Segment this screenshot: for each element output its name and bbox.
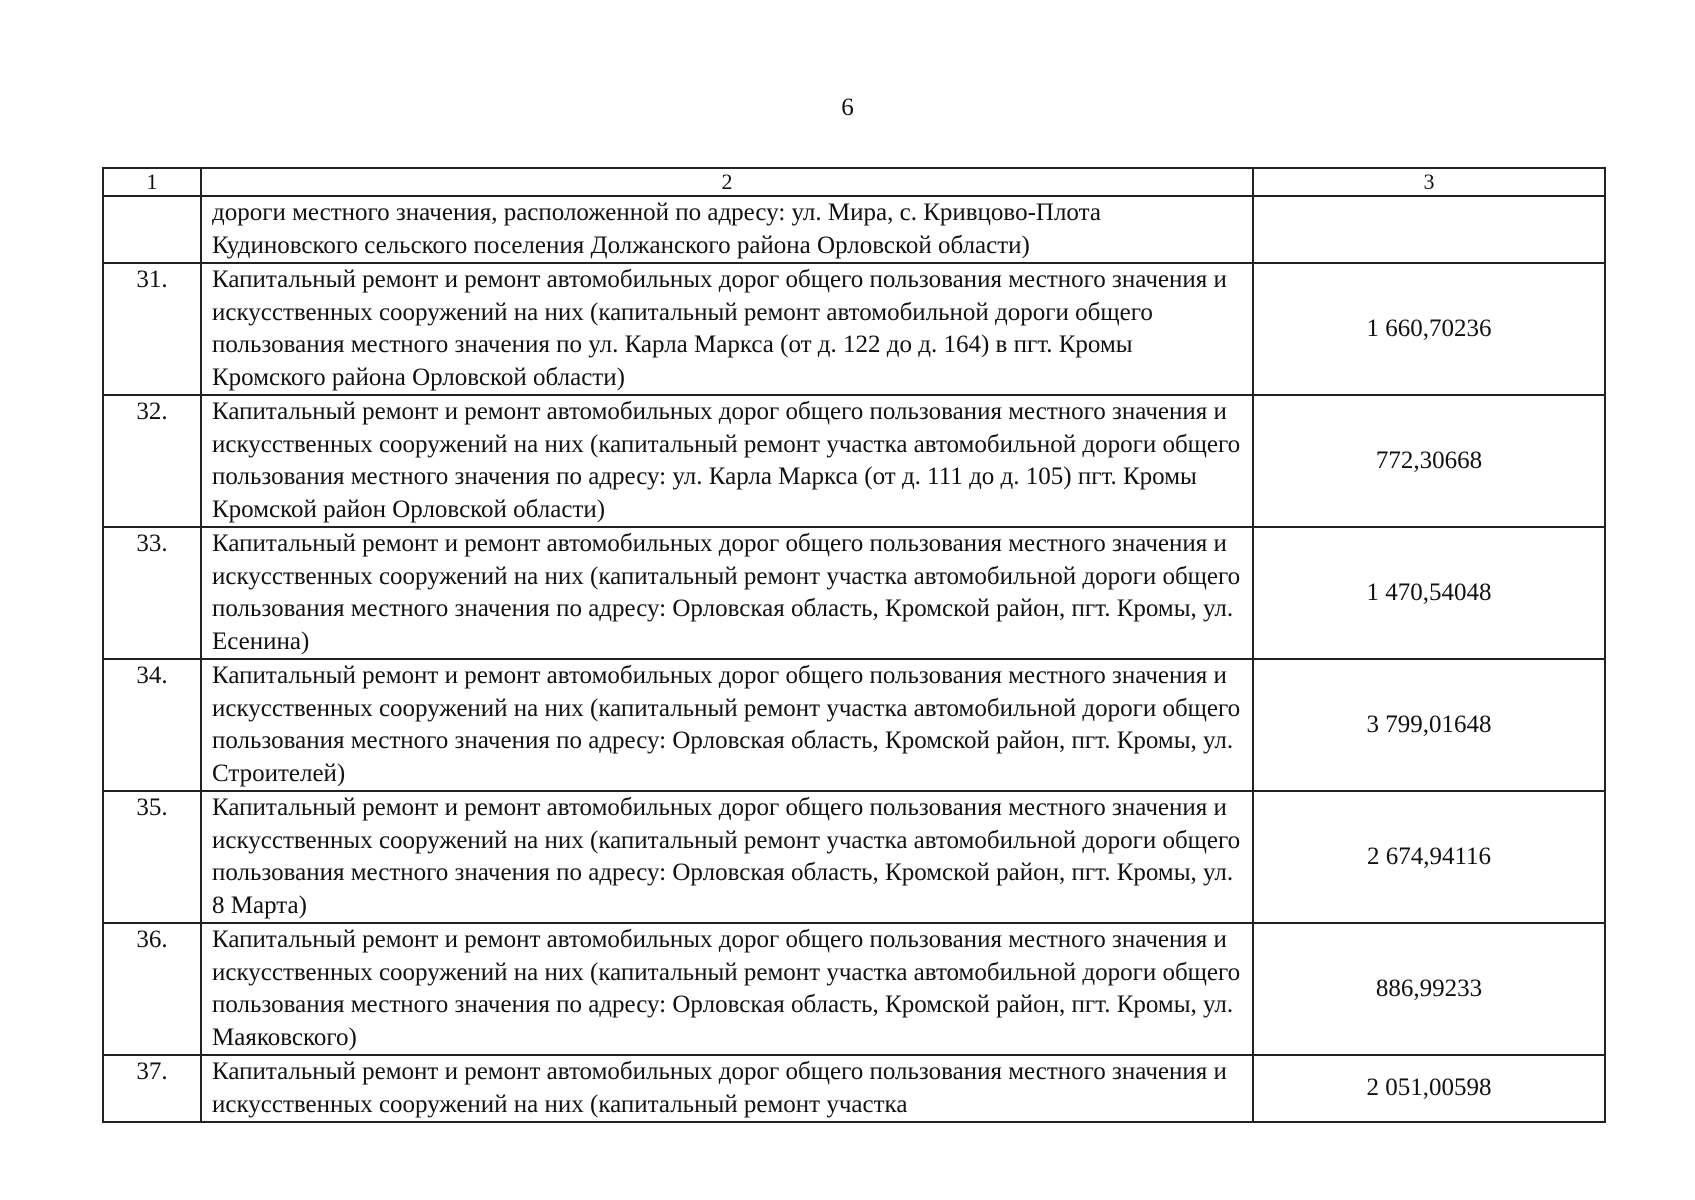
row-description: Капитальный ремонт и ремонт автомобильных дорог общего пользования местного значения и искусственных сооружений на них (капитальный ремонт участка bbox=[201, 1055, 1253, 1122]
table-row bbox=[103, 263, 1605, 395]
row-description: Капитальный ремонт и ремонт автомобильных дорог общего пользования местного значения и искусственных сооружений на них (капитальный ремонт участка автомобильной дороги общего пользования местного значения по адресу: Орловская область, Кромской район, пгт. Кромы, ул. Строителей) bbox=[201, 659, 1253, 791]
table-row bbox=[103, 659, 1605, 791]
column-header-number: 1 bbox=[103, 168, 201, 196]
row-description: Капитальный ремонт и ремонт автомобильных дорог общего пользования местного значения и искусственных сооружений на них (капитальный ремонт участка автомобильной дороги общего пользования местного значения по адресу: ул. Карла Маркса (от д. 111 до д. 105) пгт. Кромы Кромской район Орловской области) bbox=[201, 395, 1253, 527]
row-description: Капитальный ремонт и ремонт автомобильных дорог общего пользования местного значения и искусственных сооружений на них (капитальный ремонт участка автомобильной дороги общего пользования местного значения по адресу: Орловская область, Кромской район, пгт. Кромы, ул. 8 Марта) bbox=[201, 791, 1253, 923]
row-amount: 1 470,54048 bbox=[1253, 527, 1605, 659]
row-number: 32. bbox=[103, 395, 201, 527]
row-amount: 1 660,70236 bbox=[1253, 263, 1605, 395]
row-description: Капитальный ремонт и ремонт автомобильных дорог общего пользования местного значения и искусственных сооружений на них (капитальный ремонт участка автомобильной дороги общего пользования местного значения по адресу: Орловская область, Кромской район, пгт. Кромы, ул. Маяковского) bbox=[201, 923, 1253, 1055]
row-number: 31. bbox=[103, 263, 201, 395]
column-header-amount: 3 bbox=[1253, 168, 1605, 196]
row-number: 37. bbox=[103, 1055, 201, 1122]
row-number: 36. bbox=[103, 923, 201, 1055]
row-number: 33. bbox=[103, 527, 201, 659]
table-row bbox=[103, 791, 1605, 923]
row-amount bbox=[1253, 196, 1605, 263]
row-amount: 886,99233 bbox=[1253, 923, 1605, 1055]
row-number: 35. bbox=[103, 791, 201, 923]
column-header-description: 2 bbox=[201, 168, 1253, 196]
row-description: дороги местного значения, расположенной по адресу: ул. Мира, с. Кривцово-Плота Кудиновского сельского поселения Должанского района Орловской области) bbox=[201, 196, 1253, 263]
row-amount: 772,30668 bbox=[1253, 395, 1605, 527]
table-header-row bbox=[103, 168, 1605, 196]
table-row bbox=[103, 1055, 1605, 1122]
row-number bbox=[103, 196, 201, 263]
table-row bbox=[103, 923, 1605, 1055]
table-row bbox=[103, 395, 1605, 527]
table-row bbox=[103, 196, 1605, 263]
row-amount: 2 674,94116 bbox=[1253, 791, 1605, 923]
row-amount: 3 799,01648 bbox=[1253, 659, 1605, 791]
row-description: Капитальный ремонт и ремонт автомобильных дорог общего пользования местного значения и искусственных сооружений на них (капитальный ремонт участка автомобильной дороги общего пользования местного значения по адресу: Орловская область, Кромской район, пгт. Кромы, ул. Есенина) bbox=[201, 527, 1253, 659]
funding-table bbox=[102, 167, 1606, 1123]
page-number: 6 bbox=[841, 94, 854, 121]
table-row bbox=[103, 527, 1605, 659]
row-number: 34. bbox=[103, 659, 201, 791]
row-description: Капитальный ремонт и ремонт автомобильных дорог общего пользования местного значения и искусственных сооружений на них (капитальный ремонт автомобильной дороги общего пользования местного значения по ул. Карла Маркса (от д. 122 до д. 164) в пгт. Кромы Кромского района Орловской области) bbox=[201, 263, 1253, 395]
row-amount: 2 051,00598 bbox=[1253, 1055, 1605, 1122]
